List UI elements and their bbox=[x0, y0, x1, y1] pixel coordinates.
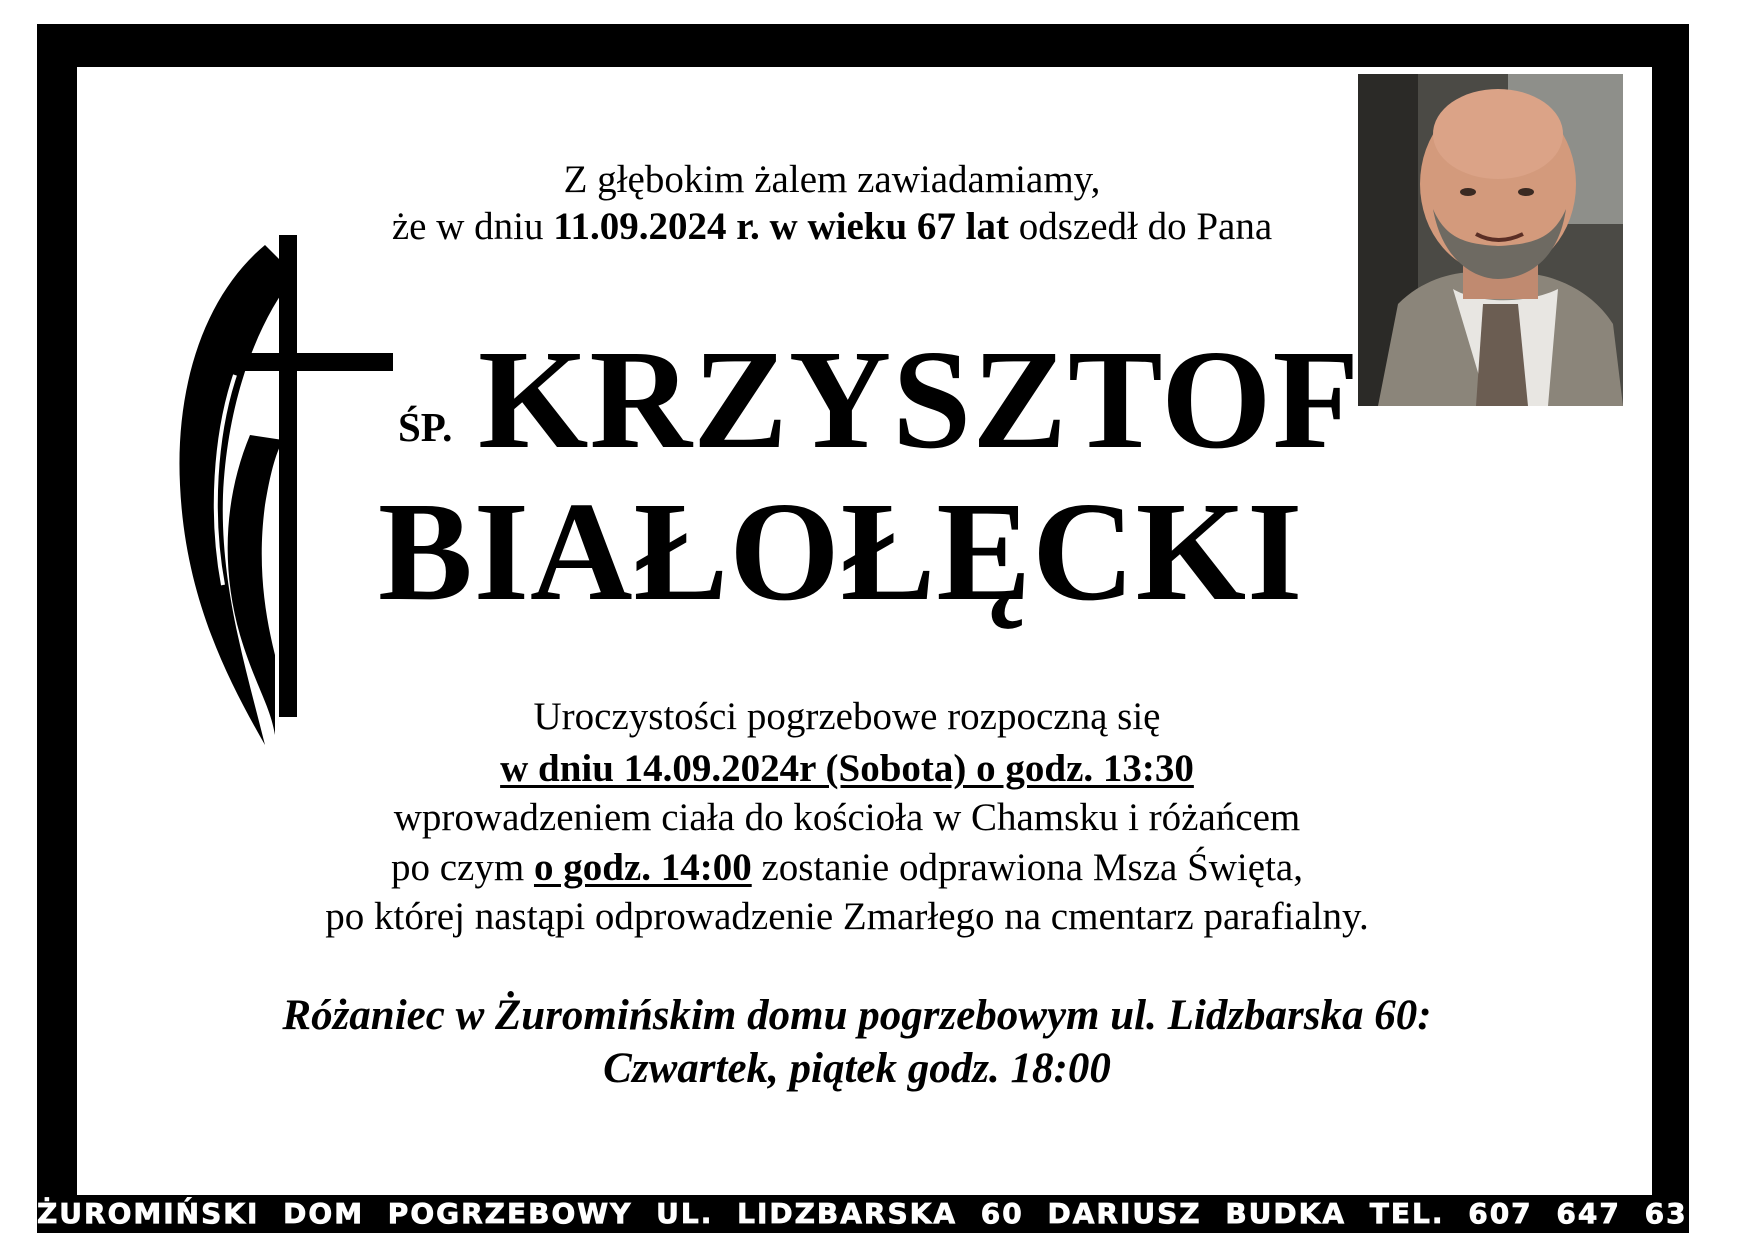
ceremony-line-4-end: zostanie odprawiona Msza Święta, bbox=[751, 846, 1303, 889]
intro-line-1: Z głębokim żalem zawiadamiamy, bbox=[563, 158, 1101, 201]
deceased-first-name: KRZYSZTOF bbox=[478, 320, 1361, 478]
deceased-last-name: BIAŁOŁĘCKI bbox=[378, 472, 1304, 630]
ceremony-line-1: Uroczystości pogrzebowe rozpoczną się bbox=[533, 695, 1161, 738]
ceremony-date bbox=[0, 749, 1724, 788]
ceremony-line-5: po której nastąpi odprowadzenie Zmarłego na cmentarz parafialny. bbox=[325, 895, 1369, 938]
death-date-age: 11.09.2024 r. w wieku 67 lat bbox=[553, 205, 1009, 248]
mass-time: o godz. 14:00 bbox=[533, 846, 752, 889]
ceremony-line-4 bbox=[0, 848, 1724, 887]
ceremony-line-3: wprowadzeniem ciała do kościoła w Chamsku i różańcem bbox=[393, 796, 1301, 839]
intro-line-2-end: odszedł do Pana bbox=[1008, 205, 1273, 248]
cross-with-flame-icon bbox=[165, 235, 395, 755]
rosary-line-1: Różaniec w Żuromińskim domu pogrzebowym ul. Lidzbarska 60: bbox=[282, 992, 1432, 1039]
deceased-title: ŚP. bbox=[398, 404, 453, 450]
intro-line-2 bbox=[0, 207, 1709, 246]
intro-line-2-start: że w dniu bbox=[391, 205, 554, 248]
ceremony-date-text: w dniu 14.09.2024r (Sobota) o godz. 13:30 bbox=[500, 747, 1194, 790]
rosary-line-2: Czwartek, piątek godz. 18:00 bbox=[603, 1045, 1111, 1092]
ceremony-line-4-start: po czym bbox=[391, 846, 534, 889]
funeral-home-footer: ŻUROMIŃSKI DOM POGRZEBOWY UL. LIDZBARSKA 60 DARIUSZ BUDKA TEL. 607 647 633 bbox=[37, 1197, 1710, 1230]
